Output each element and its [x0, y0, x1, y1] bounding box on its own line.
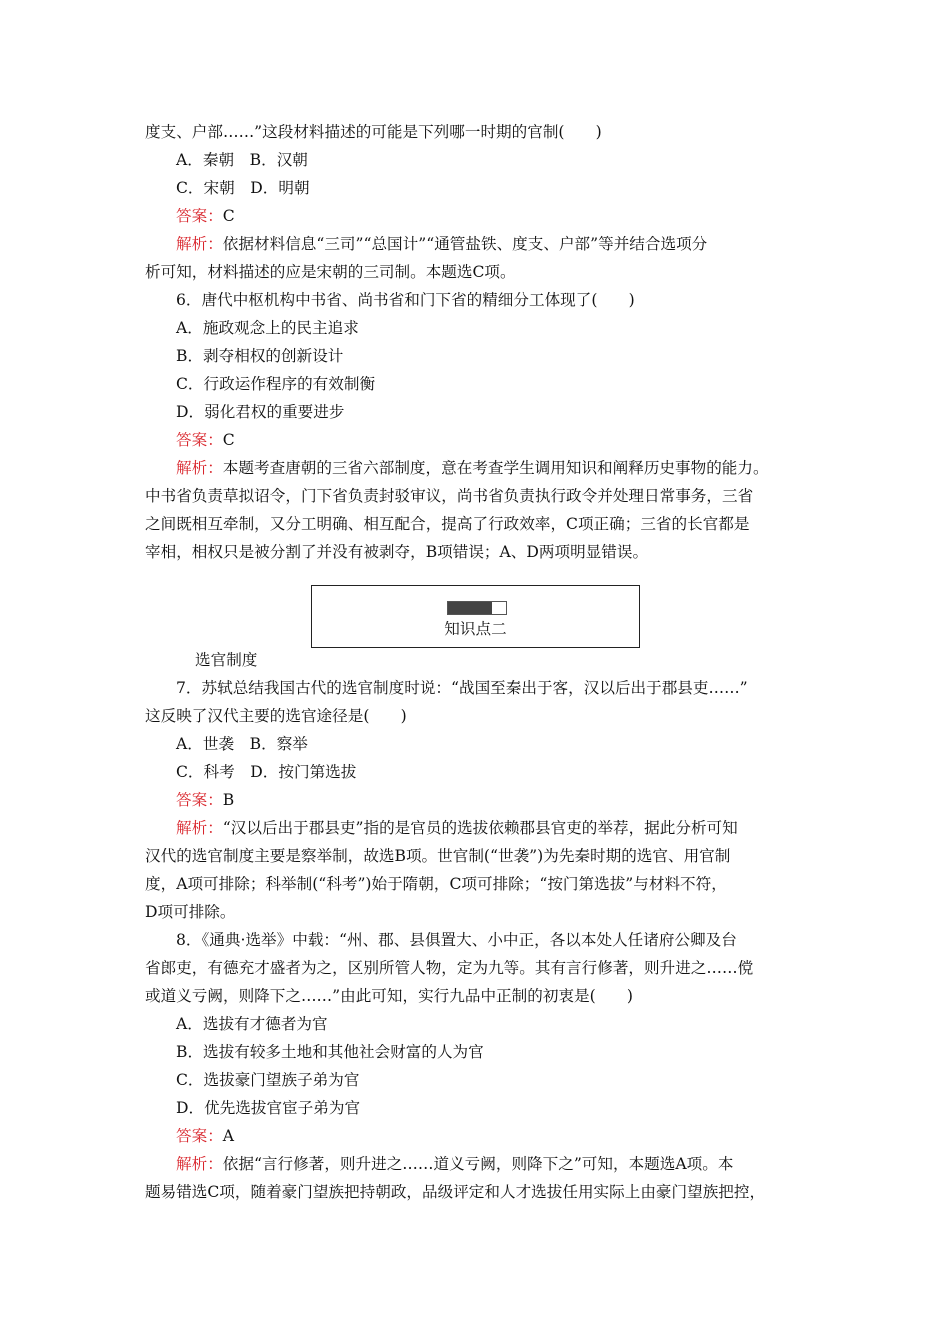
- q6-analysis-line-3: 之间既相互牵制，又分工明确、相互配合，提高了行政效率，C项正确；三省的长官都是: [145, 515, 750, 533]
- answer-label: 答案：: [176, 791, 223, 809]
- q8-option-d: D．优先选拔官宦子弟为官: [176, 1099, 361, 1117]
- q8-stem-line-3: 或道义亏阙，则降下之……”由此可知，实行九品中正制的初衷是( ): [145, 987, 633, 1005]
- analysis-text: 本题考查唐朝的三省六部制度，意在考查学生调用知识和阐释历史事物的能力。: [222, 459, 769, 477]
- q7-analysis-line-3: 度，A项可排除；科举制(“科考”)始于隋朝，C项可排除；“按门第选拔”与材料不符，: [145, 875, 727, 893]
- section-bar-icon: [447, 601, 507, 615]
- q6-option-a: A．施政观念上的民主追求: [176, 319, 359, 337]
- q7-stem-line-1: 7．苏轼总结我国古代的选官制度时说：“战国至秦出于客，汉以后出于郡县吏……”: [176, 679, 748, 697]
- q8-answer: [176, 1126, 234, 1146]
- q8-option-b: B．选拔有较多土地和其他社会财富的人为官: [176, 1043, 484, 1061]
- q6-analysis-line-2: 中书省负责草拟诏令，门下省负责封驳审议，尚书省负责执行政令并处理日常事务，三省: [145, 487, 754, 505]
- section-title: 知识点二: [444, 620, 507, 638]
- section-subtitle: 选官制度: [195, 651, 258, 669]
- q5-answer: [176, 206, 235, 226]
- answer-value: A: [222, 1127, 235, 1145]
- q5-options-ab: A．秦朝 B．汉朝: [176, 151, 308, 169]
- q7-options-ab: A．世袭 B．察举: [176, 735, 308, 753]
- q6-option-b: B．剥夺相权的创新设计: [176, 347, 344, 365]
- q6-stem: 6．唐代中枢机构中书省、尚书省和门下省的精细分工体现了( ): [176, 291, 635, 309]
- q8-analysis-line-1: [176, 1154, 733, 1174]
- section-header-box: [311, 585, 640, 648]
- q7-options-cd: C．科考 D．按门第选拔: [176, 763, 357, 781]
- analysis-text: 依据材料信息“三司”“总国计”“通管盐铁、度支、户部”等并结合选项分: [222, 235, 708, 253]
- q6-option-d: D．弱化君权的重要进步: [176, 403, 345, 421]
- analysis-text: “汉以后出于郡县吏”指的是官员的选拔依赖郡县官吏的举荐，据此分析可知: [222, 819, 738, 837]
- q6-analysis-line-4: 宰相，相权只是被分割了并没有被剥夺，B项错误；A、D两项明显错误。: [145, 543, 649, 561]
- analysis-label: 解析：: [176, 819, 223, 837]
- q8-analysis-line-2: 题易错选C项，随着豪门望族把持朝政，品级评定和人才选拔任用实际上由豪门望族把控，: [145, 1183, 766, 1201]
- q6-answer: [176, 430, 235, 450]
- q5-analysis-line-1: [176, 234, 707, 254]
- q8-stem-line-2: 省郎吏，有德充才盛者为之，区别所管人物，定为九等。其有言行修著，则升进之……傥: [145, 959, 754, 977]
- q7-answer: [176, 790, 234, 810]
- q7-analysis-line-4: D项可排除。: [145, 903, 236, 921]
- analysis-label: 解析：: [176, 459, 223, 477]
- answer-value: C: [222, 431, 235, 449]
- analysis-label: 解析：: [176, 1155, 223, 1173]
- analysis-text: 依据“言行修著，则升进之……道义亏阙，则降下之”可知，本题选A项。本: [222, 1155, 734, 1173]
- analysis-label: 解析：: [176, 235, 223, 253]
- q5-options-cd: C．宋朝 D．明朝: [176, 179, 310, 197]
- answer-label: 答案：: [176, 207, 223, 225]
- q7-analysis-line-1: [176, 818, 738, 838]
- q8-option-c: C．选拔豪门望族子弟为官: [176, 1071, 360, 1089]
- q6-analysis-line-1: [176, 458, 769, 478]
- q6-option-c: C．行政运作程序的有效制衡: [176, 375, 376, 393]
- q7-analysis-line-2: 汉代的选官制度主要是察举制，故选B项。世官制(“世袭”)为先秦时期的选官、用官制: [145, 847, 731, 865]
- q8-option-a: A．选拔有才德者为官: [176, 1015, 328, 1033]
- answer-label: 答案：: [176, 1127, 223, 1145]
- q5-stem-continuation: 度支、户部……”这段材料描述的可能是下列哪一时期的官制( ): [145, 123, 602, 141]
- answer-label: 答案：: [176, 431, 223, 449]
- q7-stem-line-2: 这反映了汉代主要的选官途径是( ): [145, 707, 407, 725]
- answer-value: C: [222, 207, 235, 225]
- answer-value: B: [222, 791, 235, 809]
- q8-stem-line-1: 8．《通典·选举》中载：“州、郡、县俱置大、小中正，各以本处人任诸府公卿及台: [176, 931, 737, 949]
- q5-analysis-line-2: 析可知，材料描述的应是宋朝的三司制。本题选C项。: [145, 263, 516, 281]
